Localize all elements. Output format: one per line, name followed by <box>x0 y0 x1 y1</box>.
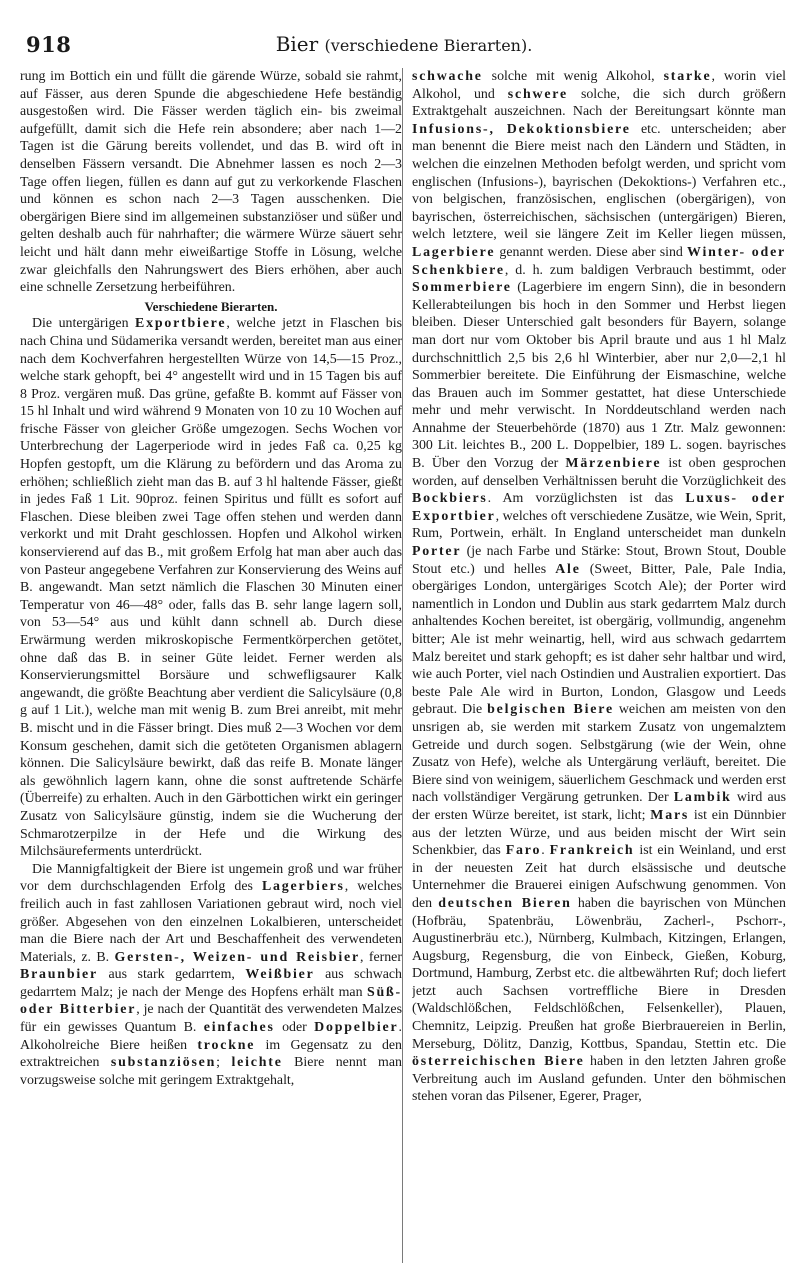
text-run: aus stark gedarrtem, <box>97 967 246 983</box>
term: Braunbier <box>20 967 98 983</box>
text-run: (Lagerbiere im engern Sinn), die in besondern Kellerabteilungen bis hoch in den Sommer und Herbst liegen bleiben. Dieser Unterschied galt besonders für Bayern, solange man dort nur vom Oktober bis April braute und aus 1 hl Malz durchschnittlich 2,5 bis 2,6 hl Winterbier, aber nur 2,0—2,1 hl Sommerbier bereitete. Die Einführung der Eismaschine, welche das Brauen auch im Sommer gestattet, hat diese Unterschiede mehr und mehr verwischt. In Norddeutschland werden nach Annahme der Steuerbehörde (1870) aus 1 Ztr. Malz gewonnen: 300 Lit. leichtes B., 200 L. Doppelbier, 189 L. sogen. bayrisches B. Über den Vorzug der <box>412 280 786 472</box>
right-column <box>412 68 786 1268</box>
text-run: haben die bayrischen von München (Hofbräu, Spatenbräu, Löwenbräu, Zacherl-, Pschorr-, Augustinerbräu etc.), Nürnberg, Kulmbach, Kitzingen, Erlangen, Augsburg, Regensburg, die von Einbeck, Gießen, Koburg, Dortmund, Hamburg, Zerbst etc. die altbewährten Ruf; doch liefert jetzt auch Sachsen vortreffliche Biere in Dresden (Waldschlößchen, Feldschlößchen, Felsenkeller), Plauen, Chemnitz, Leipzig. Preußen hat große Bierbrauereien in Berlin, Merseburg, Dölitz, Danzig, Kottbus, Spandau, Stettin etc. Die <box>412 895 786 1052</box>
section-heading: Verschiedene Bierarten. <box>144 298 278 314</box>
term: Gersten-, Weizen- und Reisbier <box>114 949 360 965</box>
page-header <box>26 32 782 62</box>
term: deutschen Bieren <box>438 895 572 911</box>
text-run: . Am vorzüglichsten ist das <box>487 491 686 507</box>
text-run: , welches oft verschiedene Zusätze, wie Wein, Sprit, Rum, Portwein, erhält. In England unterscheidet man dunkeln <box>412 508 786 542</box>
term: starke <box>663 69 712 84</box>
text-run: . Alkoholreiche Biere heißen <box>20 1020 402 1053</box>
term: einfaches <box>203 1020 275 1036</box>
column-divider <box>402 68 403 1263</box>
running-title-sub: (verschiedene Bierarten). <box>324 36 533 55</box>
text-run: , worin viel Alkohol, und <box>412 69 786 102</box>
term: österreichischen Biere <box>412 1054 585 1070</box>
text-run: ; <box>216 1055 232 1071</box>
term: Sommerbiere <box>412 280 512 296</box>
term: Porter <box>412 544 462 560</box>
term: Lagerbiers <box>261 879 345 895</box>
text-run: (Sweet, Bitter, Pale, Pale India, obergäriges London, untergäriges Scotch Ale); der Porter wird namentlich in London und Dublin aus stark gedarrtem Malz durch anhaltendes Kochen bereitet, ist obergärig, vollmundig, angenehm bitter; Ale ist mehr weinartig, hell, wird aus schwach gedarrtem Malz bereitet und stark gehopft; es ist daher sehr haltbar und wird, wie auch Porter, viel nach Ostindien und Australien exportiert. Das beste Pale Ale wird in Burton, London, Glasgow und Leeds gebraut. Die <box>412 561 786 718</box>
term: schwache <box>412 69 483 84</box>
term: Weißbier <box>245 967 315 983</box>
text-run: solche, die sich durch größern Extraktgehalt auszeichnen. Nach der Bereitungsart könnte man <box>412 86 786 120</box>
term: Infusions-, Dekoktionsbiere <box>412 121 631 137</box>
term: leichte <box>231 1055 283 1071</box>
term: Mars <box>650 807 690 823</box>
term: Winter- oder Schenkbiere <box>412 244 786 278</box>
left-column <box>20 68 402 1268</box>
running-title <box>26 32 782 56</box>
text-run: Biere nennt man vorzugsweise solche mit geringem Extraktgehalt, <box>20 1055 402 1088</box>
term: Frankreich <box>549 843 635 859</box>
paragraph-left-2 <box>20 315 402 860</box>
text-run: haben in den letzten Jahren große Verbreitung auch im Ausland gefunden. Unter den böhmischen stehen voran das Pilsener, Egerer, Prager, <box>412 1054 786 1105</box>
term: substanziösen <box>110 1055 217 1071</box>
text-run: Die Mannigfaltigkeit der Biere ist ungemein groß und war früher vor dem durchschlagenden Erfolg des <box>20 861 402 895</box>
text-run: ist oben gesprochen worden, auf denselben Verhältnissen beruht die Vorzüglichkeit des <box>412 456 786 489</box>
term: Faro <box>505 843 542 859</box>
paragraph-left-3 <box>20 861 402 1090</box>
text-run: , welches freilich auch in fast zahllosen Variationen gebraut wird, noch viel größer. Abgesehen von den einzelnen Lokalbieren, unterscheidet man die Biere nach der Art und Beschaffenheit des verwendeten Materials, z. B. <box>20 879 402 965</box>
paragraph-left-1: rung im Bottich ein und füllt die gärende Würze, sobald sie rahmt, auf Fässer, aus deren Spunde die abgeschiedene Hefe beständig ausgestoßen wird. Die Fässer werden täglich ein- bis zweimal aufgefüllt, damit sich die Hefe rein absondere; aber nach 1—2 Tagen ist die Gärung bereits vollendet, und das B. wird oft in denselben Fässern versandt. Die Abnehmer lassen es noch 2—3 Tage offen liegen, füllen es dann auf gut zu verkorkende Flaschen und können es schon nach 2—3 Tagen ausschenken. Die obergärigen Biere sind im allgemeinen substanziöser und süßer und gelten deshalb auch für nahrhafter; die wärmere Würze säuert sehr leicht und hält dann mehr eiweißartige Stoffe in Lösung, welche zwar gleichfalls den Nahrungswert des Biers erhöhen, aber auch eine schnelle Zersetzung herbeiführen. <box>20 69 402 296</box>
text-run: ist ein Weinland, und erst in der neuesten Zeit hat durch elsässische und deutsche Unternehmer die Brauerei einigen Aufschwung genommen. Von den <box>412 843 786 911</box>
text-run: wird aus der ersten Würze bereitet, ist stark, licht; <box>412 790 786 823</box>
term: Süß- oder Bitterbier <box>20 984 402 1018</box>
text-run: (je nach Farbe und Stärke: Stout, Brown Stout, Double Stout etc.) und helles <box>412 544 786 577</box>
text-run: solche mit wenig Alkohol, <box>482 69 664 84</box>
text-run: weichen am meisten von den unsrigen ab, sie werden mit starkem Zusatz von ungemalztem Getreide und durch sogen. Selbstgärung (wie der Wein, ohne Zusatz von Hefe), welche als Untergärung verläuft, bereitet. Die Biere sind von weinigem, säuerlichem Geschmack und werden erst nach vollständiger Vergärung getrunken. Der <box>412 702 786 806</box>
text-run: etc. unterscheiden; aber man benennt die Biere meist nach den Ländern und Städten, in welchen die einzelnen Methoden befolgt werden, und spricht vom englischen (Infusions-), bayrischen (Dekoktions-) Verfahren etc., von belgischen, französischen, englischen (obergärigen), von bayrischen, österreichischen, sächsischen (untergärigen) Bieren, welch letztere, weil sie längere Zeit im Keller liegen müssen, <box>412 121 786 243</box>
term: Doppelbier <box>314 1020 399 1036</box>
term: Märzenbiere <box>565 456 662 472</box>
term: Luxus- oder Exportbier <box>412 491 786 524</box>
term: Lambik <box>673 790 732 806</box>
text-run: , je nach der Quantität des verwendeten Malzes für ein gewisses Quantum B. <box>20 1002 402 1036</box>
text-run: ist ein Dünnbier aus der letzten Würze, und aus beiden mischt der Wirt sein Schenkbier, das <box>412 807 786 859</box>
running-title-main: Bier <box>275 32 319 56</box>
page-number: 918 <box>26 32 72 57</box>
text-run: , ferner <box>359 949 402 965</box>
term: belgischen Biere <box>487 702 614 718</box>
term: trockne <box>197 1037 256 1053</box>
text-run: Die untergärigen <box>32 316 136 332</box>
term: schwere <box>507 86 568 102</box>
term: Lagerbiere <box>412 244 496 260</box>
term: Ale <box>555 561 581 577</box>
text-run: aus schwach gedarrtem Malz; je nach der Menge des Hopfens erhält man <box>20 967 402 1000</box>
paragraph-right-1 <box>412 68 786 1106</box>
term: Bockbiers <box>412 491 488 507</box>
term-exportbiere: Exportbiere <box>135 316 227 332</box>
text-run: , welche jetzt in Flaschen bis nach China und Südamerika versandt werden, bereitet man aus einer nach dem Kochverfahren hergestellten Würze von 14,5—15 Proz., welche stark gehopft, bei 4° angestellt wird und in 15 Tagen bis auf 8 Proz. vergären muß. Das grüne, gefaßte B. kommt auf Fässer von 15 hl Inhalt und wird während 9 Monaten von 10 zu 10 Wochen auf frische Fässer von gleicher Größe umgezogen. Sechs Wochen vor Unterbrechung der Lagerperiode wird in jedes Faß ca. 0,25 kg Hopfen gestopft, um die Klärung zu befördern und das Aroma zu erhöhen; schließlich zieht man das B. auf 3 hl haltende Fässer, gießt in jedes Faß 1 Lit. 90proz. feinen Spiritus und füllt es sofort auf Flaschen. Diese bleiben zwei Tage offen stehen und werden dann verkorkt und mit Draht geschlossen. Hopfen und Alkohol wirken konservierend auf das B., mit großem Erfolg hat man aber auch das von Pasteur angegebene Verfahren zur Konservierung des Weins auf B. angewandt. Man setzt nämlich die Flaschen 30 Minuten einer Temperatur von 46—48° oder, falls das B. sehr lange lagern soll, von 53—54° aus und kühlt dann schnell ab. Durch diese Erwärmung werden mikroskopische Fermentkörperchen getötet, ohne daß das B. in seiner Güte leidet. Ferner werden als Konservierungsmittel Borsäure und schwefligsaurer Kalk angewandt, die größte Beachtung aber verdient die Salicylsäure (0,8 g auf 1 Lit.), welche man mit wenig B. zum Brei anreibt, mit mehr B. mischt und in die Fässer bringt. Dies muß 2—3 Wochen vor dem Konsum geschehen, damit sich die getöteten Organismen ablagern können. Die Salicylsäure bewirkt, daß das reife B. Monate länger als gewöhnlich lagern kann, ohne die sonst auftretende Schärfe (Überreife) zu erhalten. Auch in den Gärbottichen wirkt ein geringer Zusatz von Salicylsäure günstig, indem sie die Wucherung der Schmarotzerpilze in der Hefe und die Wirkung des Milchsäureferments unterdrückt. <box>20 316 402 860</box>
text-run: genannt werden. Diese aber sind <box>495 244 687 260</box>
text-run: oder <box>274 1020 315 1036</box>
text-run: , d. h. zum baldigen Verbrauch bestimmt, oder <box>504 262 786 278</box>
text-run: . <box>541 843 550 859</box>
text-run: im Gegensatz zu den extraktreichen <box>20 1037 402 1071</box>
